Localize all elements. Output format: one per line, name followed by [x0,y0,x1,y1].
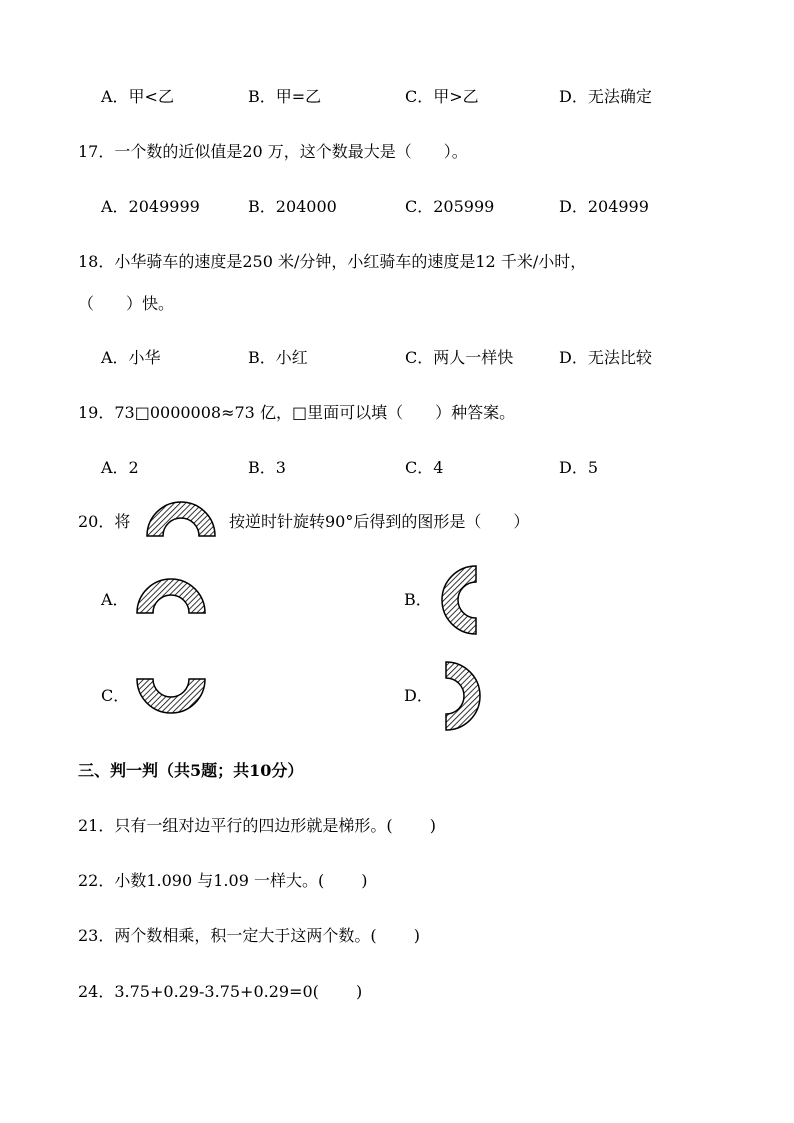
q20-question-suffix: 按逆时针旋转90°后得到的图形是（ ） [229,512,530,531]
q17-option-d: D．204999 [559,197,649,216]
q20-shape-b [440,564,480,636]
q24-question: 24．3.75+0.29-3.75+0.29=0( ) [78,982,363,1001]
q18-option-d: D．无法比较 [559,348,652,367]
q18-option-b: B．小红 [248,348,308,367]
q17-question: 17．一个数的近似值是20 万，这个数最大是（ ）。 [78,142,468,161]
q20-shape-a [135,578,207,616]
q21-question: 21．只有一组对边平行的四边形就是梯形。( ) [78,816,436,835]
section-title: 三、判一判（共5题；共10分） [78,761,304,780]
q19-option-c: C．4 [405,458,444,477]
q16-option-d: D．无法确定 [559,87,652,106]
q20-option-a: A． [101,590,129,609]
q18-option-a: A．小华 [101,348,161,367]
q20-shape-original [145,498,217,540]
q17-option-c: C．205999 [405,197,495,216]
q16-option-a: A．甲<乙 [101,87,174,106]
q19-option-a: A．2 [101,458,139,477]
q20-option-c: C． [101,686,130,705]
q20-option-b: B． [404,590,432,609]
q19-question: 19．73□0000008≈73 亿，□里面可以填（ ）种答案。 [78,403,516,422]
q18-question-cont: （ ）快。 [78,294,175,313]
q20-shape-d [440,660,484,732]
q18-question: 18．小华骑车的速度是250 米/分钟，小红骑车的速度是12 千米/小时， [78,252,587,271]
q22-question: 22．小数1.090 与1.09 一样大。( ) [78,871,368,890]
q20-question-prefix: 20．将 [78,512,131,531]
q20-option-d: D． [404,686,433,705]
q19-option-d: D．5 [559,458,599,477]
q17-option-a: A．2049999 [101,197,200,216]
q23-question: 23．两个数相乘，积一定大于这两个数。( ) [78,926,420,945]
q17-option-b: B．204000 [248,197,337,216]
q18-option-c: C．两人一样快 [405,348,514,367]
q19-option-b: B．3 [248,458,286,477]
q16-option-b: B．甲=乙 [248,87,322,106]
q20-shape-c [135,676,207,716]
q16-option-c: C．甲>乙 [405,87,479,106]
